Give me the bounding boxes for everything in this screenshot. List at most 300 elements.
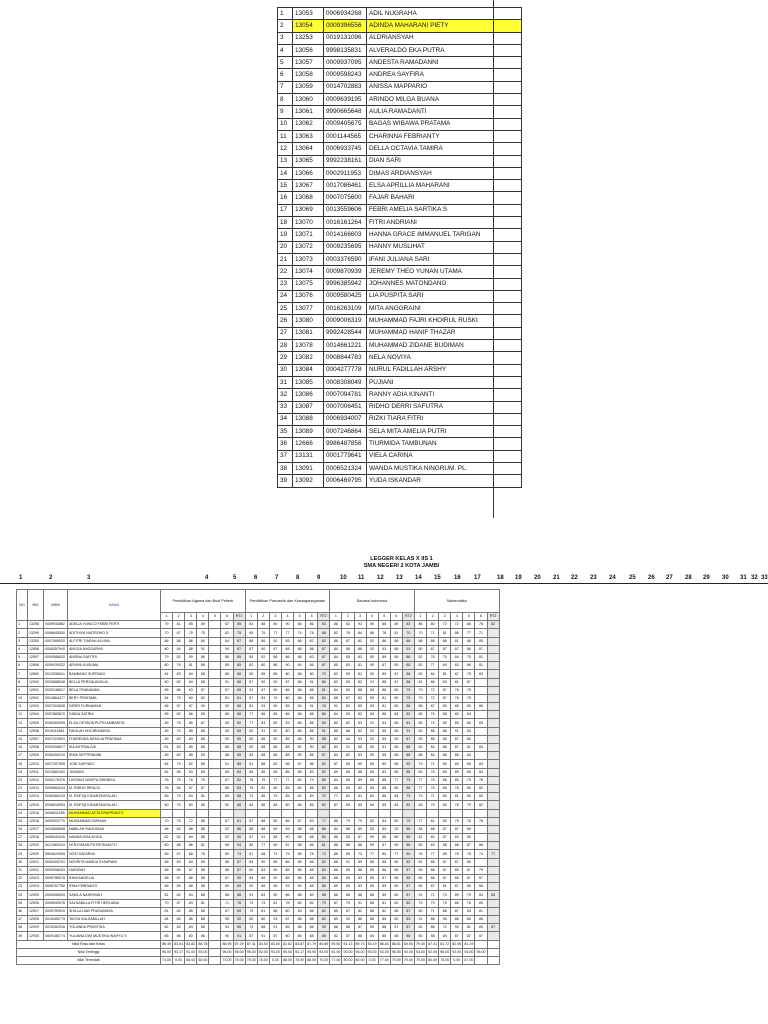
ledger-score: 87 [451, 932, 463, 940]
ledger-score [209, 744, 221, 752]
ledger-score: 85 [463, 760, 475, 768]
header-subcolumn: RT2 [233, 613, 245, 621]
ledger-score: 77 [390, 850, 402, 858]
ledger-score: 90 [221, 735, 233, 743]
ledger-score: 92 [269, 678, 281, 686]
ledger-score: 89 [330, 915, 342, 923]
header-subcolumn: 2 [173, 613, 185, 621]
ledger-score: 86 [378, 866, 390, 874]
ledger-score: 87 [318, 752, 330, 760]
ledger-score: 90 [281, 834, 293, 842]
ledger-score [475, 809, 487, 817]
ledger-name: BAMBANG SUPRIADI [68, 670, 161, 678]
roster-nisn: 9992428544 [324, 327, 367, 339]
summary-value: 93.00 [414, 948, 426, 956]
ledger-score: 73 [354, 850, 366, 858]
ledger-nisn: 0007089520 [44, 637, 68, 645]
ledger-score: 88 [185, 825, 197, 833]
ledger-score: 86 [294, 645, 306, 653]
ledger-row [17, 711, 500, 719]
roster-name: RIZKI TIARA FITRI [367, 413, 522, 425]
ledger-score: 75 [281, 850, 293, 858]
ledger-score: 86 [402, 744, 414, 752]
ledger-score: 87 [463, 866, 475, 874]
roster-nis: 13089 [293, 426, 324, 438]
ledger-score: 79 [245, 907, 257, 915]
ledger-score: 86 [475, 915, 487, 923]
ledger-no: 25 [17, 817, 28, 825]
ledger-score: 80 [173, 752, 185, 760]
ledger-score: 83 [487, 891, 499, 899]
ledger-score: 82 [342, 752, 354, 760]
roster-name: ANDREA SAYFIRA [367, 69, 522, 81]
ledger-score: 87 [330, 801, 342, 809]
ledger-score: 84 [427, 744, 439, 752]
ledger-name: DINDA SATRIA [68, 711, 161, 719]
ledger-score: 89 [197, 858, 209, 866]
ledger-score: 87 [221, 817, 233, 825]
summary-value [487, 948, 499, 956]
ledger-row [17, 883, 500, 891]
ledger-score: 88 [294, 735, 306, 743]
ledger-score: 76 [414, 850, 426, 858]
ledger-score: 80 [294, 784, 306, 792]
ledger-score: 67 [245, 850, 257, 858]
summary-value: 0.00 [451, 956, 463, 964]
ledger-score: 85 [378, 801, 390, 809]
roster-nisn: 0009006319 [324, 315, 367, 327]
ledger-score: 86 [281, 768, 293, 776]
summary-value: 96.00 [161, 948, 173, 956]
ledger-score: 87 [390, 670, 402, 678]
ledger-score: 80 [245, 670, 257, 678]
ledger-row [17, 719, 500, 727]
ledger-score: 90 [257, 645, 269, 653]
ledger-score: 79 [402, 686, 414, 694]
ledger-row [17, 653, 500, 661]
ledger-score: 87 [378, 662, 390, 670]
roster-nisn: 0007246864 [324, 426, 367, 438]
ledger-score [209, 784, 221, 792]
ledger-score: 89 [294, 752, 306, 760]
ledger-score: 87 [475, 932, 487, 940]
ledger-score [414, 809, 426, 817]
ledger-score: 86 [354, 744, 366, 752]
ledger-score: 88 [197, 744, 209, 752]
roster-nis: 13081 [293, 327, 324, 339]
roster-no: 10 [278, 118, 293, 130]
ledger-score: 85 [402, 662, 414, 670]
ledger-score: 93 [378, 645, 390, 653]
ledger-score [209, 645, 221, 653]
ledger-score: 88 [197, 662, 209, 670]
summary-value: 87.41 [245, 940, 257, 948]
ledger-score: 62 [330, 629, 342, 637]
ledger-score: 80 [451, 776, 463, 784]
ledger-score: 85 [281, 793, 293, 801]
ledger-score [378, 809, 390, 817]
ledger-score: 81 [451, 793, 463, 801]
roster-no: 16 [278, 192, 293, 204]
column-number: 32 [751, 575, 758, 581]
ledger-row [17, 670, 500, 678]
ledger-score: 75 [402, 817, 414, 825]
ledger-nis: 12904 [28, 711, 44, 719]
ledger-score: 86 [173, 932, 185, 940]
ledger-score: 84 [245, 801, 257, 809]
roster-row [278, 364, 522, 376]
ledger-score: 80 [161, 678, 173, 686]
ledger-score: 79 [475, 866, 487, 874]
ledger-score: 86 [306, 907, 318, 915]
roster-nisn: 0001779641 [324, 450, 367, 462]
roster-no: 15 [278, 180, 293, 192]
ledger-score: 87 [269, 645, 281, 653]
ledger-score: 85 [221, 793, 233, 801]
ledger-score: 90 [233, 875, 245, 883]
ledger-name: ADITHIYA NUGROHO S [68, 629, 161, 637]
ledger-no: 35 [17, 899, 28, 907]
ledger-score: 88 [342, 727, 354, 735]
ledger-score: 81 [318, 842, 330, 850]
ledger-score: 82 [221, 629, 233, 637]
ledger-score: 75 [342, 899, 354, 907]
summary-value: 67.00 [463, 956, 475, 964]
header-subcolumn: 3 [439, 613, 451, 621]
ledger-score: 89 [366, 694, 378, 702]
ledger-score: 87 [197, 686, 209, 694]
ledger-no: 29 [17, 850, 28, 858]
roster-no: 30 [278, 364, 293, 376]
roster-no: 12 [278, 143, 293, 155]
ledger-score: 88 [390, 875, 402, 883]
ledger-score: 80 [173, 735, 185, 743]
ledger-score: 86 [318, 711, 330, 719]
ledger-score: 84 [173, 645, 185, 653]
ledger-score: 82 [233, 776, 245, 784]
ledger-score [487, 703, 499, 711]
ledger-score: 84 [330, 711, 342, 719]
ledger-score: 81 [197, 842, 209, 850]
ledger-score: 88 [378, 621, 390, 629]
ledger-score: 85 [366, 776, 378, 784]
column-number: 12 [377, 575, 384, 581]
ledger-score: 82 [487, 621, 499, 629]
ledger-score: 70 [414, 629, 426, 637]
ledger-score: 70 [161, 629, 173, 637]
ledger-score: 86 [269, 670, 281, 678]
ledger-score: 83 [354, 883, 366, 891]
ledger-score: 76 [451, 686, 463, 694]
roster-row [278, 426, 522, 438]
ledger-score: 87 [330, 760, 342, 768]
ledger-row [17, 825, 500, 833]
ledger-no: 22 [17, 793, 28, 801]
ledger-score: 89 [257, 875, 269, 883]
ledger-score: 80 [414, 645, 426, 653]
summary-value: 89.73 [354, 940, 366, 948]
ledger-score: 75 [257, 629, 269, 637]
roster-nis: 13092 [293, 475, 324, 487]
ledger-score: 88 [354, 932, 366, 940]
ledger-score: 91 [257, 932, 269, 940]
ledger-score: 86 [475, 883, 487, 891]
ledger-score: 91 [306, 678, 318, 686]
ledger-score: 84 [173, 825, 185, 833]
ledger-name: ARYANI KUSUMA [68, 662, 161, 670]
ledger-score: 75 [427, 768, 439, 776]
roster-no: 23 [278, 278, 293, 290]
ledger-score: 87 [233, 858, 245, 866]
roster-row [278, 32, 522, 44]
ledger-score: 82 [269, 760, 281, 768]
ledger-score: 79 [402, 694, 414, 702]
ledger-score: 83 [306, 653, 318, 661]
ledger-score: 87 [354, 834, 366, 842]
ledger-score: 83 [173, 744, 185, 752]
ledger-score: 87 [245, 834, 257, 842]
ledger-score: 83 [342, 834, 354, 842]
roster-nisn: 0009870939 [324, 266, 367, 278]
column-number: 8 [296, 575, 300, 581]
ledger-score: 80 [390, 915, 402, 923]
ledger-score: 78 [463, 850, 475, 858]
ledger-score: 83 [463, 907, 475, 915]
roster-nis: 13068 [293, 192, 324, 204]
ledger-score: 77 [330, 793, 342, 801]
roster-nisn: 0008844783 [324, 352, 367, 364]
ledger-score: 85 [281, 637, 293, 645]
ledger-no: 37 [17, 915, 28, 923]
ledger-score: 86 [378, 686, 390, 694]
ledger-score: 87 [487, 924, 499, 932]
ledger-score: 86 [306, 719, 318, 727]
ledger-score: 80 [245, 744, 257, 752]
ledger-score [221, 809, 233, 817]
ledger-score: 90 [233, 735, 245, 743]
ledger-score: 83 [318, 637, 330, 645]
ledger-score: 83 [245, 752, 257, 760]
summary-value: 95.00 [306, 948, 318, 956]
ledger-score: 91 [402, 727, 414, 735]
roster-nisn: 0013559606 [324, 204, 367, 216]
ledger-score: 85 [197, 768, 209, 776]
ledger-score: 87 [342, 694, 354, 702]
ledger-score: 87 [233, 637, 245, 645]
summary-value: 60.00 [197, 956, 209, 964]
summary-value: 92.00 [427, 948, 439, 956]
ledger-score: 94 [221, 924, 233, 932]
ledger-score: 86 [294, 891, 306, 899]
ledger-score: 87 [451, 744, 463, 752]
ledger-score: 86 [197, 907, 209, 915]
ledger-row [17, 784, 500, 792]
ledger-score [487, 735, 499, 743]
ledger-score: 85 [221, 662, 233, 670]
ledger-score: 81 [475, 653, 487, 661]
ledger-score [487, 899, 499, 907]
ledger-score: 77 [281, 629, 293, 637]
ledger-score: 94 [233, 842, 245, 850]
ledger-score [209, 768, 221, 776]
roster-nis: 13069 [293, 204, 324, 216]
header-subcolumn: 3 [354, 613, 366, 621]
ledger-score: 86 [294, 932, 306, 940]
ledger-score: 90 [306, 744, 318, 752]
ledger-score: 91 [330, 703, 342, 711]
summary-value: 95.00 [233, 948, 245, 956]
ledger-score [209, 907, 221, 915]
roster-name: LIA PUSPITA SARI [367, 290, 522, 302]
ledger-score: 79 [463, 776, 475, 784]
ledger-score: 88 [294, 678, 306, 686]
ledger-score: 75 [257, 776, 269, 784]
ledger-score: 84 [366, 711, 378, 719]
ledger-nisn: 0016111881 [44, 727, 68, 735]
roster-nisn: 9992238161 [324, 155, 367, 167]
roster-no: 29 [278, 352, 293, 364]
ledger-row [17, 637, 500, 645]
ledger-score: 68 [318, 629, 330, 637]
ledger-nis: 12906 [28, 727, 44, 735]
ledger-score: 86 [402, 784, 414, 792]
ledger-score: 85 [451, 899, 463, 907]
ledger-score: 83 [245, 875, 257, 883]
ledger-score: 79 [161, 653, 173, 661]
ledger-score: 86 [294, 653, 306, 661]
ledger-score: 83 [342, 711, 354, 719]
summary-value [209, 940, 221, 948]
ledger-score: 87 [439, 825, 451, 833]
ledger-score: 85 [439, 784, 451, 792]
ledger-score: 85 [281, 924, 293, 932]
ledger-nis: 12901 [28, 686, 44, 694]
ledger-score: 87 [439, 858, 451, 866]
ledger-score: 80 [439, 793, 451, 801]
ledger-nis: 12909 [28, 752, 44, 760]
ledger-score: 88 [233, 760, 245, 768]
ledger-score: 81 [427, 817, 439, 825]
ledger-score: 86 [306, 752, 318, 760]
ledger-no: 34 [17, 891, 28, 899]
ledger-score: 75 [463, 653, 475, 661]
ledger-score: 88 [318, 735, 330, 743]
ledger-nis: 12918 [28, 834, 44, 842]
ledger-score: 84 [342, 735, 354, 743]
ledger-row [17, 842, 500, 850]
ledger-score: 88 [427, 875, 439, 883]
ledger-score: 86 [257, 711, 269, 719]
ledger-score: 90 [221, 932, 233, 940]
ledger-score: 74 [245, 924, 257, 932]
ledger-score: 76 [451, 850, 463, 858]
ledger-score: 78 [318, 703, 330, 711]
roster-nisn: 0014166603 [324, 229, 367, 241]
roster-row [278, 413, 522, 425]
ledger-score: 89 [378, 915, 390, 923]
ledger-score: 88 [269, 711, 281, 719]
summary-value: 83.82 [185, 940, 197, 948]
ledger-score: 72 [451, 621, 463, 629]
roster-nis: 13074 [293, 266, 324, 278]
ledger-row [17, 801, 500, 809]
roster-row [278, 81, 522, 93]
roster-no: 14 [278, 167, 293, 179]
ledger-score: 88 [185, 727, 197, 735]
ledger-score: 87 [197, 784, 209, 792]
roster-nis: 13076 [293, 290, 324, 302]
ledger-score: 85 [294, 850, 306, 858]
ledger-score: 84 [378, 817, 390, 825]
column-number: 26 [648, 575, 655, 581]
ledger-score: 85 [233, 653, 245, 661]
roster-name: DIMAS ARDIANSYAH [367, 167, 522, 179]
ledger-score: 86 [257, 637, 269, 645]
ledger-score: 84 [475, 768, 487, 776]
ledger-score: 86 [330, 637, 342, 645]
ledger-score [487, 866, 499, 874]
ledger-score: 82 [245, 866, 257, 874]
ledger-score: 87 [330, 899, 342, 907]
ledger-score: 85 [269, 768, 281, 776]
ledger-score [487, 637, 499, 645]
ledger-name: ADELIA YUNICO FEBRI FERTI [68, 621, 161, 629]
ledger-row [17, 899, 500, 907]
ledger-score: 86 [294, 727, 306, 735]
ledger-score: 86 [294, 924, 306, 932]
ledger-score: 86 [402, 653, 414, 661]
roster-no: 21 [278, 253, 293, 265]
ledger-score: 80 [281, 907, 293, 915]
header-subject: Pendidikan Agama dan Budi Pekerti [161, 590, 246, 613]
ledger-name: FADILAH KHOIRUNNISA [68, 727, 161, 735]
ledger-score: 86 [281, 686, 293, 694]
ledger-score: 71 [427, 760, 439, 768]
ledger-nisn: 0003808898 [44, 825, 68, 833]
ledger-score: 80 [390, 703, 402, 711]
ledger-score: 88 [306, 686, 318, 694]
ledger-score: 88 [197, 915, 209, 923]
ledger-score: 71 [427, 891, 439, 899]
roster-row [278, 241, 522, 253]
ledger-score [487, 686, 499, 694]
student-roster-table [277, 7, 522, 488]
ledger-score: 87 [463, 678, 475, 686]
ledger-score: 75 [245, 776, 257, 784]
roster-no: 3 [278, 32, 293, 44]
roster-nisn: 0006469795 [324, 475, 367, 487]
summary-value: 95.00 [475, 948, 487, 956]
ledger-score: 86 [427, 637, 439, 645]
ledger-no: 38 [17, 924, 28, 932]
ledger-score: 85 [366, 875, 378, 883]
ledger-score: 82 [318, 858, 330, 866]
ledger-name: ANISNA SAFITRI [68, 653, 161, 661]
ledger-score: 86 [161, 703, 173, 711]
ledger-score [487, 858, 499, 866]
ledger-score: 91 [245, 686, 257, 694]
roster-nisn: 0016161264 [324, 217, 367, 229]
ledger-score [209, 858, 221, 866]
ledger-score [487, 825, 499, 833]
ledger-row [17, 694, 500, 702]
ledger-score: 75 [185, 629, 197, 637]
column-number: 14 [415, 575, 422, 581]
ledger-score: 91 [306, 703, 318, 711]
ledger-score: 92 [221, 703, 233, 711]
ledger-score: 87 [451, 825, 463, 833]
ledger-score: 85 [414, 719, 426, 727]
